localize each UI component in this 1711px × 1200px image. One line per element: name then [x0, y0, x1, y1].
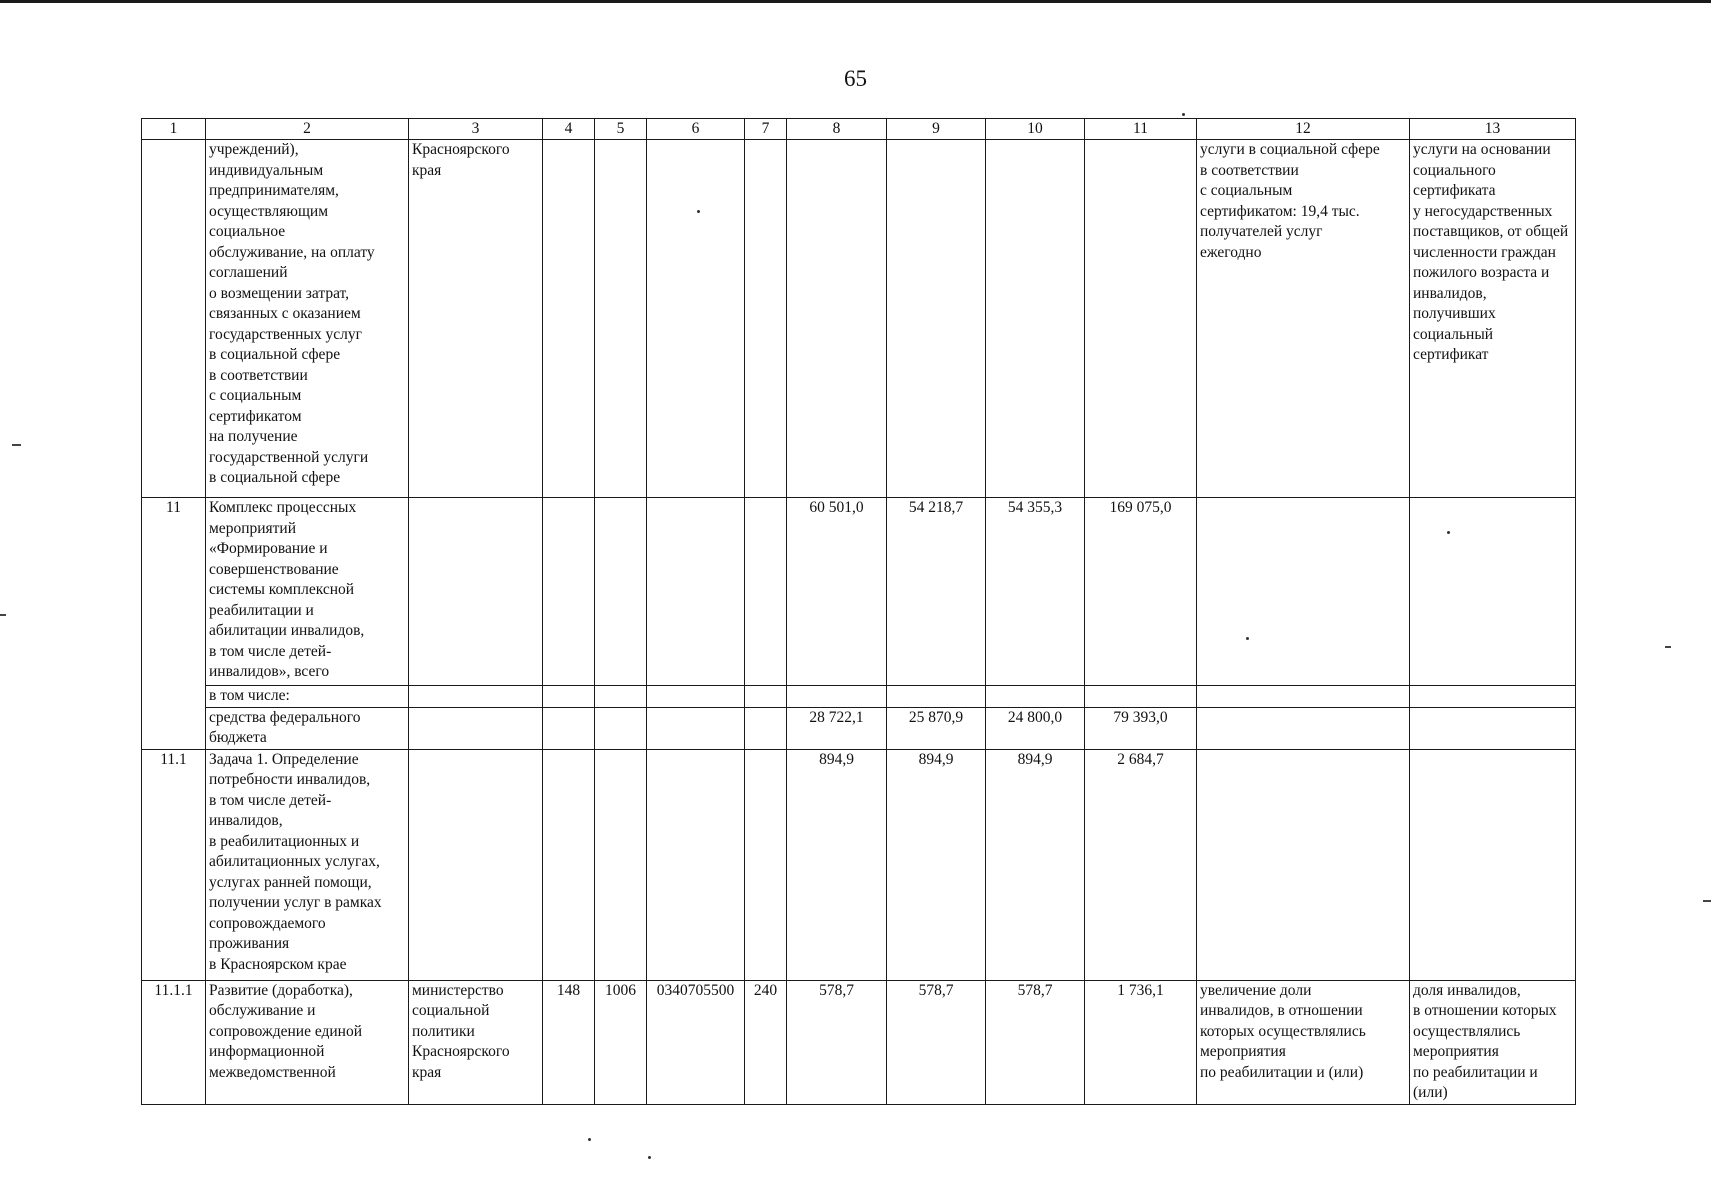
header-cell: 2 [206, 119, 409, 140]
table-row-11-1 [142, 749, 1576, 980]
cell-csr [647, 707, 745, 749]
cell-result [1197, 707, 1410, 749]
cell-executor [409, 686, 543, 708]
cell-year-3 [986, 140, 1085, 498]
cell-csr [647, 686, 745, 708]
cell-csr [647, 498, 745, 686]
cell-number [142, 140, 206, 498]
cell-name: Комплекс процессных мероприятий «Формирование и совершенствование системы комплексной реабилитации и абилитации инвалидов, в том числе детей- инвалидов», всего [206, 498, 409, 686]
cell-rzpr [595, 686, 647, 708]
cell-grbs [543, 749, 595, 980]
cell-executor [409, 498, 543, 686]
header-cell: 10 [986, 119, 1085, 140]
cell-rzpr: 1006 [595, 980, 647, 1104]
cell-year-2 [887, 140, 986, 498]
cell-indicator [1410, 749, 1576, 980]
cell-result [1197, 686, 1410, 708]
header-cell: 7 [745, 119, 787, 140]
cell-rzpr [595, 140, 647, 498]
cell-name: Задача 1. Определение потребности инвалидов, в том числе детей- инвалидов, в реабилитационных и абилитационных услугах, услугах ранней помощи, получении услуг в рамках сопровождаемого проживания в Красноярском крае [206, 749, 409, 980]
cell-year-3: 894,9 [986, 749, 1085, 980]
cell-year-1: 60 501,0 [787, 498, 887, 686]
cell-year-3: 24 800,0 [986, 707, 1085, 749]
table-row-continuation [142, 140, 1576, 498]
cell-year-2: 54 218,7 [887, 498, 986, 686]
cell-result [1197, 749, 1410, 980]
header-cell: 9 [887, 119, 986, 140]
cell-year-2 [887, 686, 986, 708]
cell-csr [647, 749, 745, 980]
cell-executor [409, 707, 543, 749]
scan-speck [697, 210, 700, 213]
header-cell: 11 [1085, 119, 1197, 140]
cell-grbs: 148 [543, 980, 595, 1104]
cell-indicator: доля инвалидов, в отношении которых осуществлялись мероприятия по реабилитации и (или) [1410, 980, 1576, 1104]
cell-result [1197, 498, 1410, 686]
cell-year-1 [787, 686, 887, 708]
cell-total [1085, 140, 1197, 498]
cell-indicator [1410, 686, 1576, 708]
cell-grbs [543, 686, 595, 708]
cell-name: в том числе: [206, 686, 409, 708]
header-cell: 4 [543, 119, 595, 140]
cell-vr: 240 [745, 980, 787, 1104]
cell-grbs [543, 707, 595, 749]
cell-vr [745, 686, 787, 708]
cell-result: услуги в социальной сфере в соответствии с социальным сертификатом: 19,4 тыс. получателей услуг ежегодно [1197, 140, 1410, 498]
cell-year-1: 28 722,1 [787, 707, 887, 749]
table-row-11 [142, 498, 1576, 686]
cell-indicator: услуги на основании социального сертификата у негосударственных поставщиков, от общей численности граждан пожилого возраста и инвалидов, получивших социальный сертификат [1410, 140, 1576, 498]
table-row-including [142, 686, 1576, 708]
cell-total: 1 736,1 [1085, 980, 1197, 1104]
scan-speck [1182, 113, 1185, 116]
header-cell: 5 [595, 119, 647, 140]
scan-mark [12, 444, 21, 446]
cell-year-3: 54 355,3 [986, 498, 1085, 686]
scan-speck [1246, 637, 1249, 640]
cell-vr [745, 749, 787, 980]
cell-total: 79 393,0 [1085, 707, 1197, 749]
cell-year-3: 578,7 [986, 980, 1085, 1104]
cell-result: увеличение доли инвалидов, в отношении которых осуществлялись мероприятия по реабилитации и (или) [1197, 980, 1410, 1104]
cell-executor: Красноярского края [409, 140, 543, 498]
cell-grbs [543, 498, 595, 686]
scan-speck [648, 1156, 651, 1159]
program-table [141, 118, 1576, 1105]
cell-year-2: 578,7 [887, 980, 986, 1104]
cell-total: 169 075,0 [1085, 498, 1197, 686]
cell-rzpr [595, 498, 647, 686]
scan-mark [1665, 646, 1671, 648]
table-row-11-1-1 [142, 980, 1576, 1104]
scan-mark [0, 614, 6, 616]
header-cell: 3 [409, 119, 543, 140]
scan-speck [588, 1138, 591, 1141]
cell-csr [647, 140, 745, 498]
scan-top-edge [0, 0, 1711, 3]
header-cell: 12 [1197, 119, 1410, 140]
column-numbers-row [142, 119, 1576, 140]
cell-vr [745, 707, 787, 749]
cell-year-1: 894,9 [787, 749, 887, 980]
cell-csr: 0340705500 [647, 980, 745, 1104]
cell-indicator [1410, 498, 1576, 686]
cell-year-1 [787, 140, 887, 498]
cell-number: 11.1 [142, 749, 206, 980]
cell-indicator [1410, 707, 1576, 749]
cell-vr [745, 140, 787, 498]
page-number: 65 [844, 66, 867, 91]
table-row-federal-budget [142, 707, 1576, 749]
cell-name: Развитие (доработка), обслуживание и сопровождение единой информационной межведомственной [206, 980, 409, 1104]
cell-total [1085, 686, 1197, 708]
cell-executor: министерство социальной политики Красноярского края [409, 980, 543, 1104]
cell-year-3 [986, 686, 1085, 708]
cell-grbs [543, 140, 595, 498]
cell-total: 2 684,7 [1085, 749, 1197, 980]
header-cell: 6 [647, 119, 745, 140]
header-cell: 1 [142, 119, 206, 140]
cell-name: учреждений), индивидуальным предпринимателям, осуществляющим социальное обслуживание, на оплату соглашений о возмещении затрат, связанных с оказанием государственных услуг в социальной сфере в соответствии с социальным сертификатом на получение государственной услуги в социальной сфере [206, 140, 409, 498]
scan-speck [1447, 531, 1450, 534]
cell-vr [745, 498, 787, 686]
cell-executor [409, 749, 543, 980]
header-cell: 8 [787, 119, 887, 140]
cell-year-2: 894,9 [887, 749, 986, 980]
cell-number: 11.1.1 [142, 980, 206, 1104]
cell-rzpr [595, 707, 647, 749]
scan-mark [1703, 900, 1711, 902]
cell-rzpr [595, 749, 647, 980]
cell-name: средства федерального бюджета [206, 707, 409, 749]
cell-number: 11 [142, 498, 206, 750]
cell-year-2: 25 870,9 [887, 707, 986, 749]
header-cell: 13 [1410, 119, 1576, 140]
cell-year-1: 578,7 [787, 980, 887, 1104]
